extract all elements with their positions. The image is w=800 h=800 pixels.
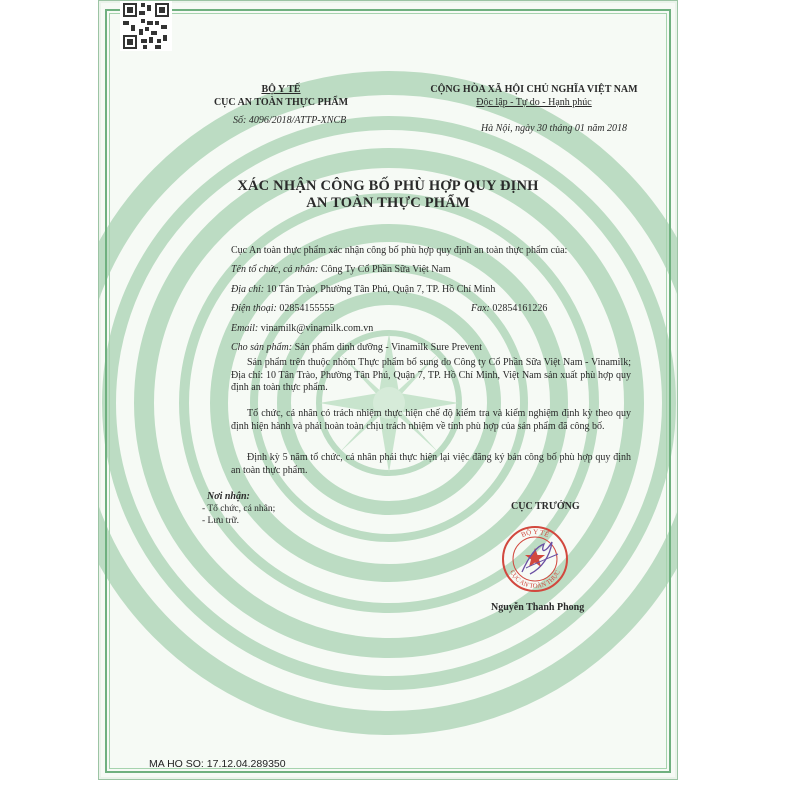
intro-text: Cục An toàn thực phẩm xác nhận công bố phù hợp quy định an toàn thực phẩm của:: [231, 245, 568, 256]
ministry-name: BỘ Y TẾ: [261, 84, 301, 95]
record-number: MA HO SO: 17.12.04.289350: [149, 758, 286, 770]
department-name: CỤC AN TOÀN THỰC PHẨM: [213, 97, 349, 108]
product-label: Cho sản phẩm:: [231, 342, 293, 353]
address-row: [231, 283, 495, 296]
certificate-document: [98, 0, 678, 780]
qr-code-icon: [120, 1, 172, 51]
paragraph-renewal: Định kỳ 5 năm tổ chức, cá nhân phải thực hiện lại việc đăng ký bản công bố phù hợp quy định an toàn thực phẩm.: [231, 452, 631, 476]
phone-value: 02854155555: [279, 303, 335, 314]
official-seal-stamp: [500, 524, 570, 594]
address-value: 10 Tân Trào, Phường Tân Phú, Quận 7, TP. Hồ Chí Minh: [266, 284, 496, 295]
country-name: CỘNG HÒA XÃ HỘI CHỦ NGHĨA VIỆT NAM: [430, 84, 638, 95]
paragraph-manufacturer: Sản phẩm trên thuộc nhóm Thực phẩm bổ sung do Công ty Cổ Phần Sữa Việt Nam - Vinamilk; Địa chỉ: 10 Tân Trào, Phường Tân Phú, Quận 7, TP. Hồ Chí Minh, Việt Nam sản xuất phù hợp quy định an toàn thực phẩm.: [231, 357, 631, 394]
document-title-line1: XÁC NHẬN CÔNG BỐ PHÙ HỢP QUY ĐỊNH: [237, 178, 539, 194]
recipient-item-1: - Tổ chức, cá nhân;: [202, 504, 276, 514]
issue-date: Hà Nội, ngày 30 tháng 01 năm 2018: [480, 123, 628, 134]
address-label: Địa chỉ:: [231, 284, 265, 295]
signer-position: CỤC TRƯỞNG: [511, 501, 580, 512]
paragraph-responsibility: Tổ chức, cá nhân có trách nhiệm thực hiện chế độ kiểm tra và kiểm nghiệm định kỳ theo quy định hiện hành và phải hoàn toàn chịu trách nhiệm về tính phù hợp của sản phẩm đã công bố.: [231, 408, 631, 432]
organization-label: Tên tổ chức, cá nhân:: [231, 264, 319, 275]
signer-name: Nguyễn Thanh Phong: [491, 602, 585, 613]
email-label: Email:: [231, 323, 259, 334]
email-value: vinamilk@vinamilk.com.vn: [260, 323, 374, 334]
organization-value: Công Ty Cổ Phần Sữa Việt Nam: [320, 264, 451, 275]
email-row: [231, 322, 373, 335]
seal-text-top: BỘ Y TẾ: [519, 527, 551, 540]
recipients-heading: Nơi nhận:: [207, 491, 250, 502]
seal-text-bottom: CỤC AN TOÀN THỰC: [508, 569, 562, 591]
document-title-line2: AN TOÀN THỰC PHẨM: [306, 195, 470, 211]
phone-label: Điện thoại:: [231, 303, 277, 314]
fax-label: Fax:: [471, 303, 490, 314]
product-row: [231, 341, 482, 354]
recipient-item-2: - Lưu trữ.: [202, 516, 239, 526]
organization-row: [231, 263, 451, 276]
fax-value: 02854161226: [492, 303, 548, 314]
fax-row: [471, 302, 547, 315]
national-motto: Độc lập - Tự do - Hạnh phúc: [476, 97, 592, 108]
document-number: Số: 4096/2018/ATTP-XNCB: [233, 115, 347, 126]
product-value: Sản phẩm dinh dưỡng - Vinamilk Sure Prevent: [294, 342, 483, 353]
svg-text:CỤC AN TOÀN THỰC: [508, 569, 562, 590]
phone-row: [231, 302, 334, 315]
